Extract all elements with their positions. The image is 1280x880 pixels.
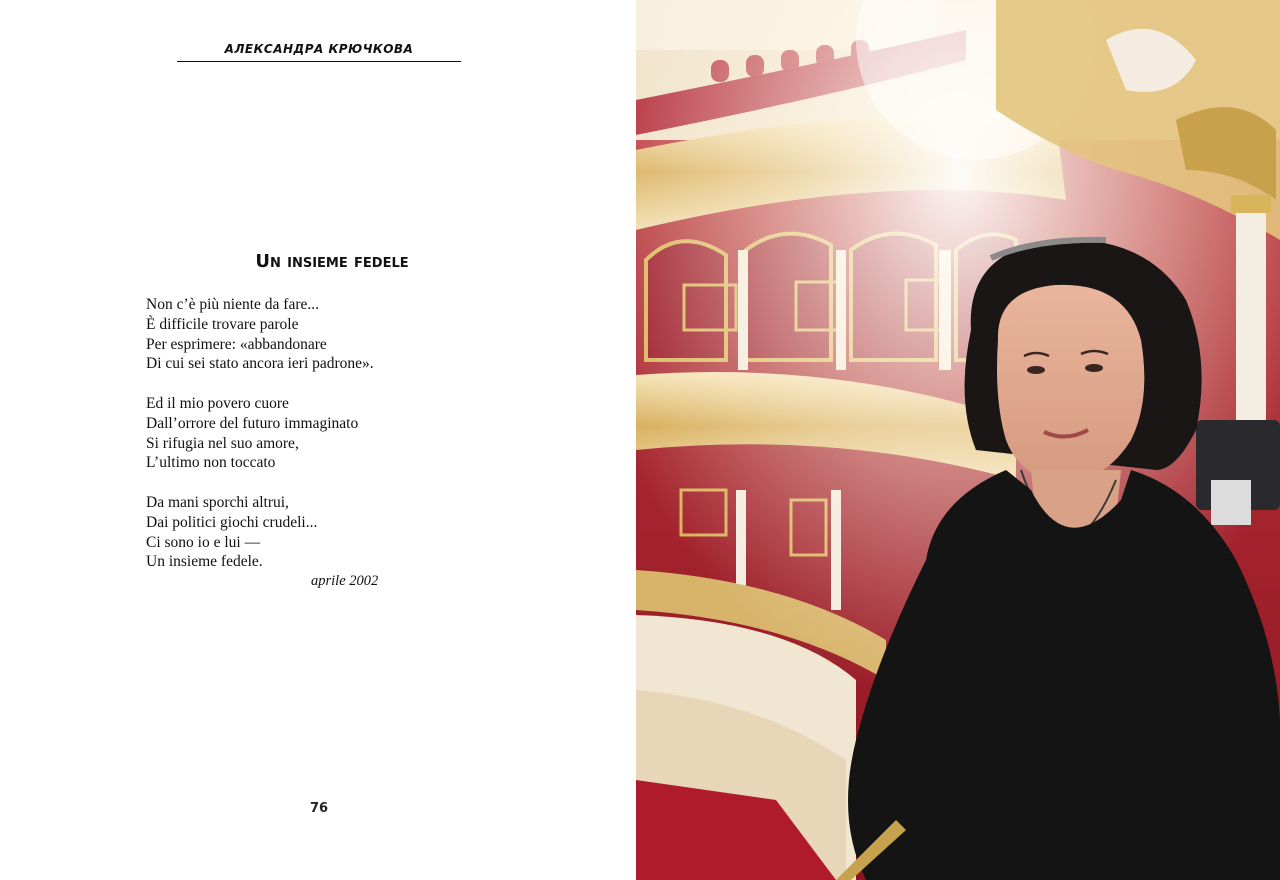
poem-line: Un insieme fedele.	[146, 553, 263, 571]
poem-line: Dall’orrore del futuro immaginato	[146, 414, 359, 432]
left-page	[0, 0, 636, 880]
poem-line: Ed il mio povero cuore	[146, 395, 289, 412]
poem-line: Per esprimere: «abbandonare	[146, 335, 327, 353]
poem-line: Da mani sporchi altrui,	[146, 494, 289, 511]
poem-stanza-2	[146, 394, 358, 473]
poem-line: Non c’è più niente da fare...	[146, 296, 320, 313]
running-header-author: АЛЕКСАНДРА КРЮЧКОВА	[224, 42, 414, 56]
header-rule	[177, 61, 461, 62]
poem-date: aprile 2002	[311, 573, 379, 589]
poem-title: Un insieme fedele	[255, 251, 409, 272]
poem-line: È difficile trovare parole	[146, 315, 299, 333]
poem-line: Di cui sei stato ancora ieri padrone».	[146, 355, 374, 373]
page-number: 76	[309, 801, 329, 816]
poem-stanza-3	[146, 493, 317, 572]
poem-line: Ci sono io e lui —	[146, 533, 261, 551]
theatre-portrait-photo	[636, 0, 1280, 880]
poem-stanza-1	[146, 295, 374, 374]
poem-line: L’ultimo non toccato	[146, 454, 276, 472]
poem-line: Dai politici giochi crudeli...	[146, 513, 318, 531]
poem-line: Si rifugia nel suo amore,	[146, 434, 299, 452]
